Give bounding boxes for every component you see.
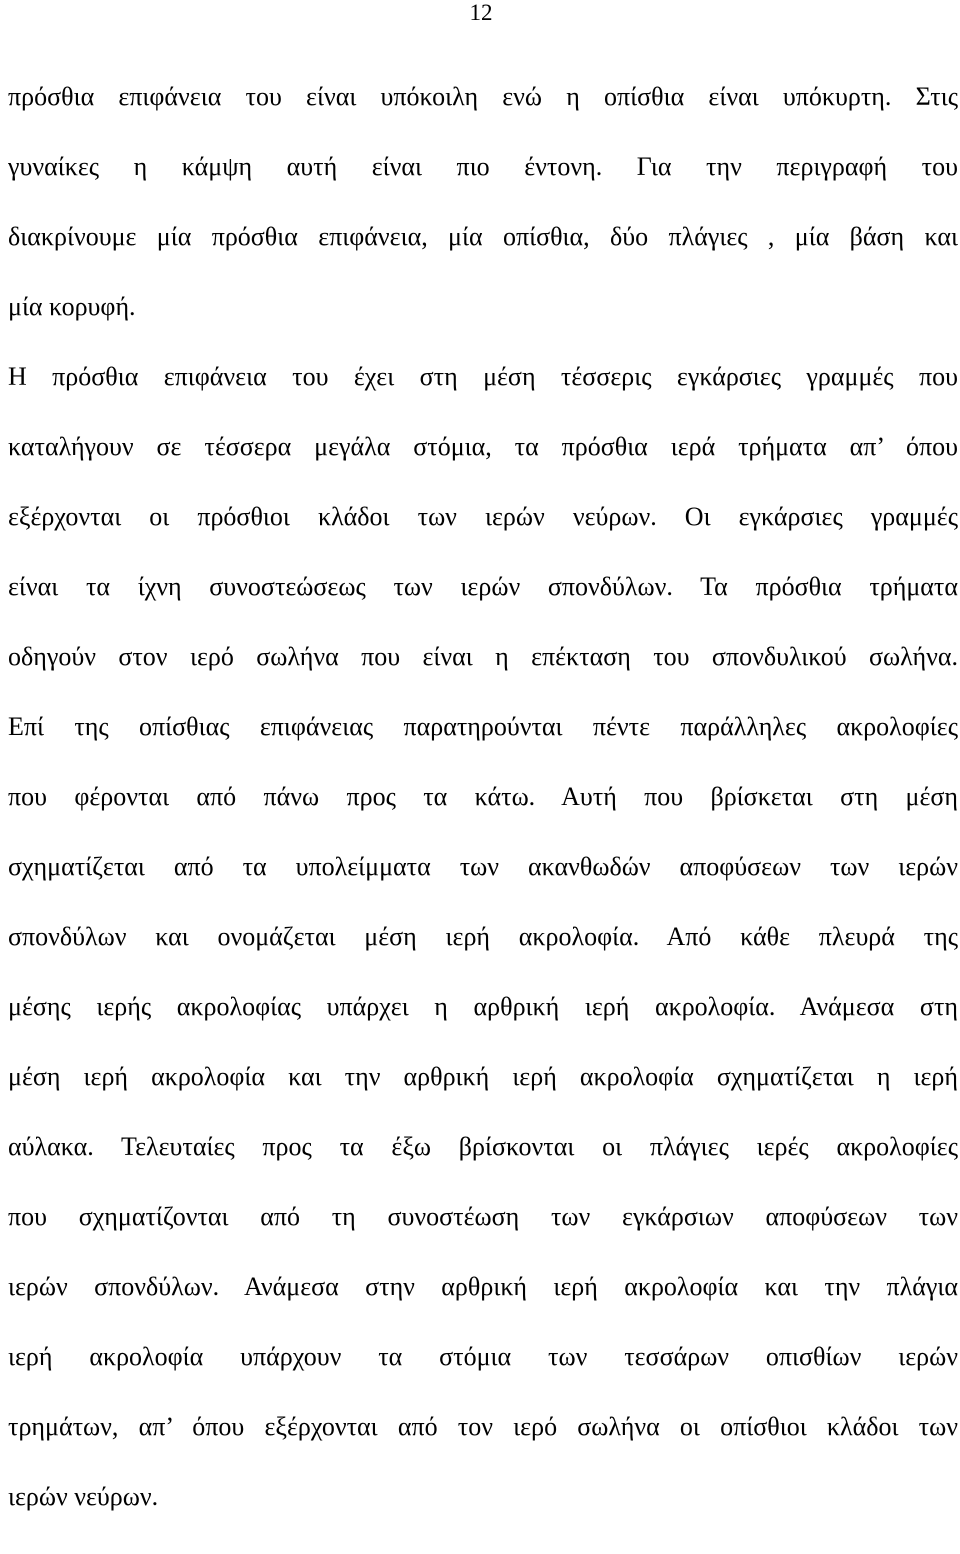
text-line: διακρίνουμε μία πρόσθια επιφάνεια, μία οπίσθια, δύο πλάγιες , μία βάση και	[8, 224, 958, 251]
text-line: Επί της οπίσθιας επιφάνειας παρατηρούνται πέντε παράλληλες ακρολοφίες	[8, 714, 958, 741]
text-line: είναι τα ίχνη συνοστεώσεως των ιερών σπονδύλων. Τα πρόσθια τρήματα	[8, 574, 958, 601]
text-line: μία κορυφή.	[8, 294, 136, 321]
text-line: που φέρονται από πάνω προς τα κάτω. Αυτή που βρίσκεται στη μέση	[8, 784, 958, 811]
text-line: πρόσθια επιφάνεια του είναι υπόκοιλη ενώ η οπίσθια είναι υπόκυρτη. Στις	[8, 84, 958, 111]
text-line: γυναίκες η κάμψη αυτή είναι πιο έντονη. Για την περιγραφή του	[8, 154, 958, 181]
text-line: αύλακα. Τελευταίες προς τα έξω βρίσκονται οι πλάγιες ιερές ακρολοφίες	[8, 1134, 958, 1161]
text-line: που σχηματίζονται από τη συνοστέωση των εγκάρσιων αποφύσεων των	[8, 1204, 958, 1231]
text-line: οδηγούν στον ιερό σωλήνα που είναι η επέκταση του σπονδυλικού σωλήνα.	[8, 644, 958, 671]
text-line: Η πρόσθια επιφάνεια του έχει στη μέση τέσσερις εγκάρσιες γραμμές που	[8, 364, 958, 391]
text-line: σχηματίζεται από τα υπολείμματα των ακανθωδών αποφύσεων των ιερών	[8, 854, 958, 881]
text-line: τρημάτων, απ’ όπου εξέρχονται από τον ιερό σωλήνα οι οπίσθιοι κλάδοι των	[8, 1414, 958, 1441]
page-number: 12	[469, 0, 493, 25]
text-line: ιερή ακρολοφία υπάρχουν τα στόμια των τεσσάρων οπισθίων ιερών	[8, 1344, 958, 1371]
text-line: σπονδύλων και ονομάζεται μέση ιερή ακρολοφία. Από κάθε πλευρά της	[8, 924, 958, 951]
text-line: μέσης ιερής ακρολοφίας υπάρχει η αρθρική ιερή ακρολοφία. Ανάμεσα στη	[8, 994, 958, 1021]
paragraph-1	[8, 84, 958, 364]
text-line: ιερών σπονδύλων. Ανάμεσα στην αρθρική ιερή ακρολοφία και την πλάγια	[8, 1274, 958, 1301]
paragraph-2	[8, 364, 958, 1554]
text-line: ιερών νεύρων.	[8, 1484, 159, 1511]
text-line: καταλήγουν σε τέσσερα μεγάλα στόμια, τα πρόσθια ιερά τρήματα απ’ όπου	[8, 434, 958, 461]
text-line: μέση ιερή ακρολοφία και την αρθρική ιερή ακρολοφία σχηματίζεται η ιερή	[8, 1064, 958, 1091]
text-line: εξέρχονται οι πρόσθιοι κλάδοι των ιερών νεύρων. Οι εγκάρσιες γραμμές	[8, 504, 958, 531]
